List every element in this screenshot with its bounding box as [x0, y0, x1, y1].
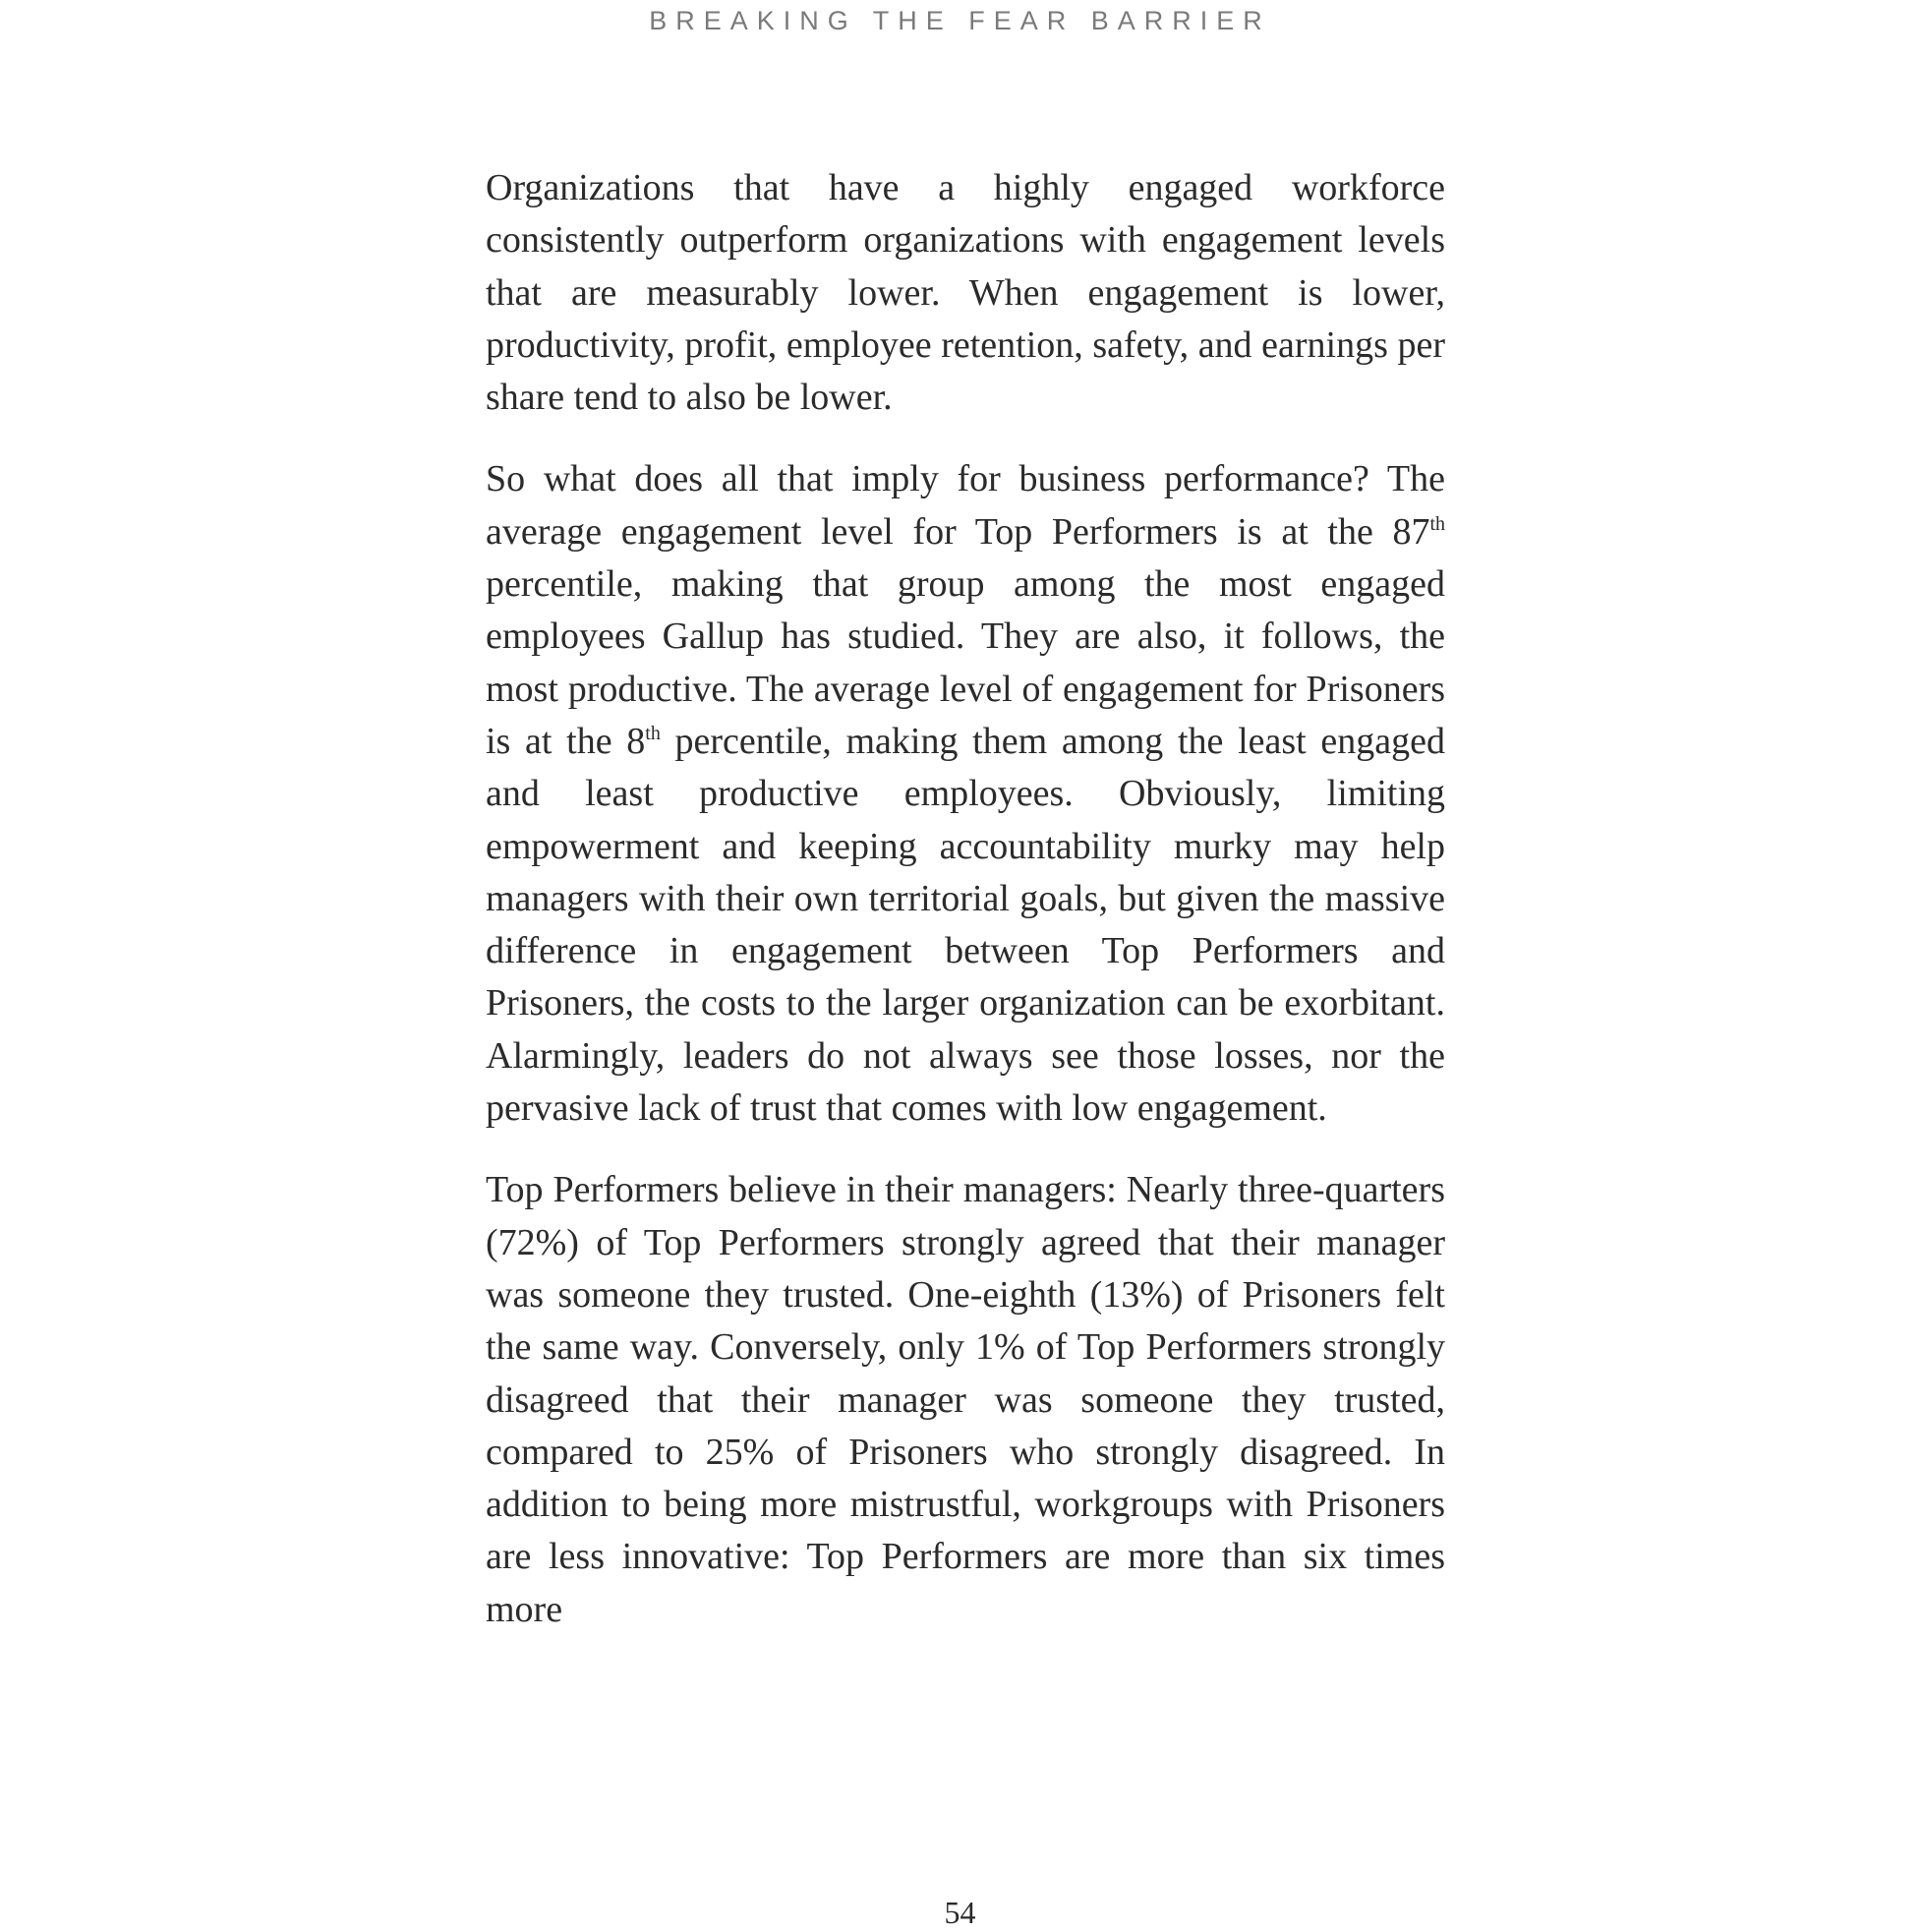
- paragraph-2-part-1: So what does all that imply for business performance? The average engagement level for Top Performers is at the 87: [486, 458, 1445, 553]
- paragraph-business-performance: [486, 453, 1445, 1135]
- paragraph-trust-in-managers: Top Performers believe in their managers: Nearly three-quarters (72%) of Top Performers strongly agreed that their manager was someone they trusted. One-eighth (13%) of Prisoners felt the same way. Conversely, only 1% of Top Performers strongly disagreed that their manager was someone they trusted, compared to 25% of Prisoners who strongly disagreed. In addition to being more mistrustful, workgroups with Prisoners are less innovative: Top Performers are more than six times more: [486, 1169, 1445, 1630]
- paragraph-2-part-2: percentile, making that group among the most engaged employees Gallup has studied. They are also, it follows, the most productive. The average level of engagement for Prisoners is at the 8: [486, 563, 1445, 762]
- body-text: [486, 162, 1445, 1666]
- running-head: BREAKING THE FEAR BARRIER: [649, 6, 1271, 35]
- ordinal-suffix-87: th: [1429, 512, 1445, 535]
- page-number: 54: [944, 1895, 976, 1930]
- paragraph-2-part-3: percentile, making them among the least engaged and least productive employees. Obviously, limiting empowerment and keeping accountability murky may help managers with their own territorial goals, but given the massive difference in engagement between Top Performers and Prisoners, the costs to the larger organization can be exorbitant. Alarmingly, leaders do not always see those losses, nor the pervasive lack of trust that comes with low engagement.: [486, 720, 1445, 1130]
- ordinal-suffix-8: th: [645, 722, 661, 744]
- paragraph-engaged-workforce: Organizations that have a highly engaged workforce consistently outperform organizations with engagement levels that are measurably lower. When engagement is lower, productivity, profit, employee retention, safety, and earnings per share tend to also be lower.: [486, 167, 1445, 419]
